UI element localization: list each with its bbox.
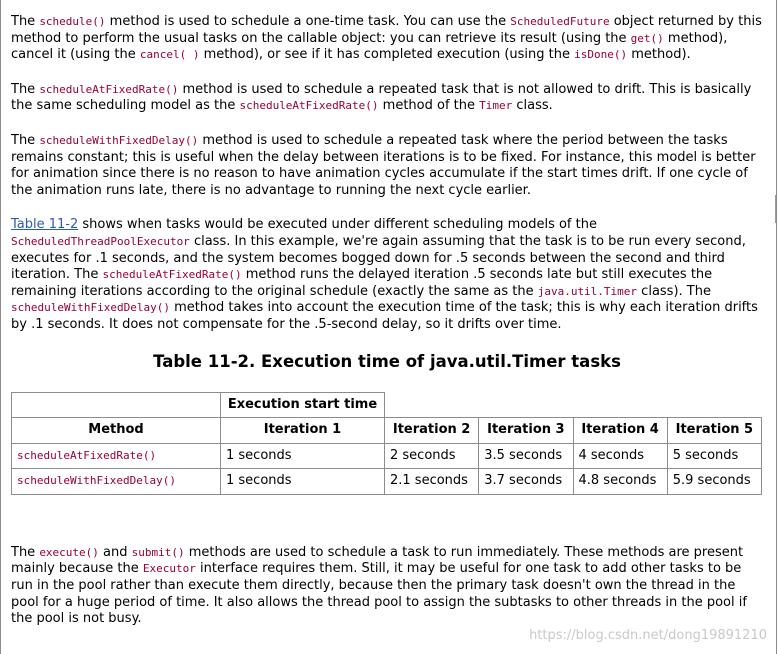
header-iteration-5: Iteration 5: [667, 418, 761, 444]
paragraph-fixed-delay: The scheduleWithFixedDelay() method is used to schedule a repeated task where the period between the tasks remains constant; this is useful when the delay between iterations is to be fixed. For instance, this model is better for animation since there is no reason to have animation cycles accumulate if the start times drift. If one cycle of the animation runs late, there is no advantage to running the next cycle earlier.: [11, 132, 756, 198]
group-header-execution-start: Execution start time: [221, 392, 385, 418]
code-schedule-with-fixed-delay: scheduleWithFixedDelay(): [11, 301, 170, 315]
table-header-row: [12, 418, 762, 444]
cell-iteration-2: 2.1 seconds: [385, 469, 479, 495]
header-iteration-2: Iteration 2: [385, 418, 479, 444]
cell-iteration-4: 4.8 seconds: [573, 469, 667, 495]
cell-iteration-4: 4 seconds: [573, 443, 667, 469]
cell-iteration-3: 3.5 seconds: [479, 443, 573, 469]
table-empty-corner: [12, 392, 221, 418]
paragraph-table-intro: Table 11-2 shows when tasks would be executed under different scheduling models of the ScheduledThreadPoolExecutor class. In this example, we're again assuming that the task is to be run every second, executes for .1 seconds, and the system becomes bogged down for .5 seconds between the second and third iteration. The scheduleAtFixedRate() method runs the delayed iteration .5 seconds late but still executes the remaining iterations according to the original schedule (exactly the same as the java.util.Timer class). The scheduleWithFixedDelay() method takes into account the execution time of the task; this is why each iteration drifts by .1 seconds. It does not compensate for the .5-second delay, so it drifts over time.: [11, 217, 758, 332]
table-caption: Table 11-2. Execution time of java.util.Timer tasks: [153, 351, 621, 371]
code-cancel: cancel( ): [139, 48, 200, 62]
cell-method: scheduleAtFixedRate(): [12, 443, 221, 469]
code-scheduled-thread-pool-executor: ScheduledThreadPoolExecutor: [11, 234, 190, 248]
header-iteration-3: Iteration 3: [479, 418, 573, 444]
cell-iteration-3: 3.7 seconds: [479, 469, 573, 495]
code-isdone: isDone(): [574, 48, 628, 62]
header-iteration-4: Iteration 4: [573, 418, 667, 444]
code-schedule-at-fixed-rate: scheduleAtFixedRate(): [102, 268, 242, 282]
watermark: https://blog.csdn.net/dong19891210: [529, 628, 767, 644]
table-row: [12, 469, 762, 495]
cell-method: scheduleWithFixedDelay(): [12, 469, 221, 495]
scrollbar[interactable]: [775, 195, 779, 223]
cell-iteration-5: 5 seconds: [667, 443, 761, 469]
code-submit: submit(): [131, 545, 185, 559]
code-schedule: schedule(): [39, 15, 106, 28]
execution-time-table: [11, 392, 762, 495]
code-scheduled-future: ScheduledFuture: [510, 15, 610, 28]
code-schedule-at-fixed-rate: scheduleAtFixedRate(): [39, 82, 179, 96]
code-execute: execute(): [39, 545, 99, 559]
header-iteration-1: Iteration 1: [221, 418, 385, 444]
code-get: get(): [630, 31, 664, 45]
article-body: [11, 14, 763, 646]
paragraph-execute-submit: The execute() and submit() methods are used to schedule a task to run immediately. These methods are present mainly because the Executor interface requires them. Still, it may be useful for one task to add other tasks to be run in the pool rather than execute them directly, because then the primary task doesn't own the thread in the pool for a huge period of time. It also allows the thread pool to assign the subtasks to other threads in the pool if the pool is not busy.: [11, 544, 747, 627]
paragraph-schedule: The schedule() method is used to schedule a one-time task. You can use the ScheduledFuture object returned by this method to perform the usual tasks on the callable object: you can retrieve its result (using the get() method), cancel it (using the cancel( ) method), or see if it has completed execution (using the isDone() method).: [11, 14, 762, 63]
cell-iteration-1: 1 seconds: [221, 469, 385, 495]
code-schedule-at-fixed-rate: scheduleAtFixedRate(): [239, 99, 379, 113]
code-java-util-timer: java.util.Timer: [537, 284, 638, 298]
table-11-2-link[interactable]: Table 11-2: [11, 217, 79, 233]
header-method: Method: [12, 418, 221, 444]
code-executor: Executor: [142, 562, 196, 576]
table-empty-header: [385, 392, 762, 418]
table-row: [12, 443, 762, 469]
cell-iteration-1: 1 seconds: [221, 443, 385, 469]
cell-iteration-5: 5.9 seconds: [667, 469, 761, 495]
paragraph-fixed-rate: The scheduleAtFixedRate() method is used to schedule a repeated task that is not allowed to drift. This is basically the same scheduling model as the scheduleAtFixedRate() method of the Timer class.: [11, 81, 752, 114]
cell-iteration-2: 2 seconds: [385, 443, 479, 469]
code-schedule-with-fixed-delay: scheduleWithFixedDelay(): [39, 133, 199, 147]
code-timer: Timer: [479, 99, 513, 113]
